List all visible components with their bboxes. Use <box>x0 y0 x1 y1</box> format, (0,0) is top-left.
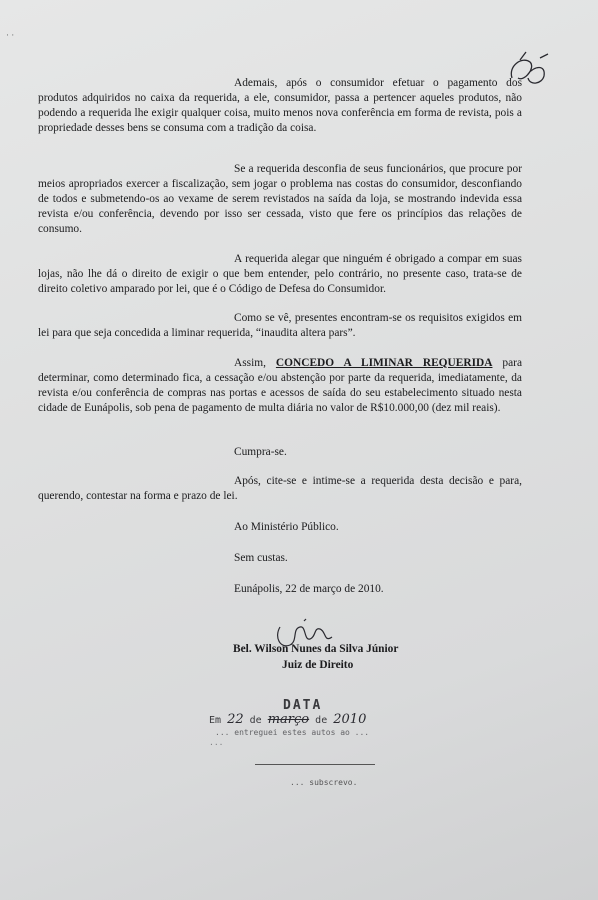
line-cumpra-se: Cumpra-se. <box>234 446 287 458</box>
paragraph-requirements: Como se vê, presentes encontram-se os requisitos exigidos em lei para que seja concedida a liminar requerida, “inaudita altera pars”. <box>38 312 522 340</box>
stamp-year: 2010 <box>333 712 367 727</box>
stamp-heading: DATA <box>283 698 323 713</box>
decision-emphasis: CONCEDO A LIMINAR REQUERIDA <box>275 357 493 369</box>
stamp-date-line <box>209 712 366 727</box>
signer-name: Bel. Wilson Nunes da Silva Júnior <box>233 643 399 655</box>
paragraph-supervision: Se a requerida desconfia de seus funcionários, que procure por meios apropriados exercer a fiscalização, sem jogar o problema nas costas do consumidor, desconfiando de todos e submetendo-os ao vexame de serem revistados na saída da loja, se mostrando indevida essa revista e/ou conferência, devendo por isso ser cessada, visto que fere os princípios das relações de consumo. <box>38 163 522 236</box>
paragraph-decision: Assim, CONCEDO A LIMINAR REQUERIDA para determinar, como determinado fica, a cessação e/ou abstenção por parte da requerida, imediatamente, da revista e/ou conferência de compras nas portas e acessos de saída do seu estabelecimento situado nesta cidade de Eunápolis, sob pena de pagamento de multa diária no valor de R$10.000,00 (dez mil reais). <box>38 357 523 415</box>
stamp-bottom-line: ... subscrevo. <box>290 778 358 787</box>
paragraph-citation: Após, cite-se e intime-se a requerida desta decisão e para, querendo, contestar na forma e prazo de lei. <box>38 475 522 503</box>
stamp-prefix: Em <box>209 715 222 726</box>
punch-marks: · · <box>6 30 15 40</box>
date-stamp <box>205 698 420 758</box>
stamp-line-2: ... entreguei estes autos ao ... <box>215 728 370 737</box>
stamp-de-2: de <box>315 715 328 726</box>
stamp-line-3: ... <box>209 738 224 747</box>
line-date-place: Eunápolis, 22 de março de 2010. <box>234 583 384 595</box>
paragraph-ownership: Ademais, após o consumidor efetuar o pagamento dos produtos adquiridos no caixa da requerida, a ele, consumidor, passa a pertencer aqueles produtos, não podendo a requerida lhe exigir qualquer coisa, muito menos nova conferência em forma de revista, pois a propriedade desses bens se consuma com a tradição da coisa. <box>38 77 522 135</box>
stamp-day: 22 <box>227 712 244 727</box>
line-ministerio: Ao Ministério Público. <box>234 521 339 533</box>
line-sem-custas: Sem custas. <box>234 552 288 564</box>
stamp-rule <box>255 764 375 765</box>
paragraph-consumer-code: A requerida alegar que ninguém é obrigado a compar em suas lojas, não lhe dá o direito de exigir o que bem entender, pelo contrário, no presente caso, trata-se de direito coletivo amparado por lei, que é o Código de Defesa do Consumidor. <box>38 253 522 296</box>
stamp-month: março <box>267 712 310 727</box>
stamp-de-1: de <box>249 715 262 726</box>
signer-title: Juiz de Direito <box>282 659 354 671</box>
